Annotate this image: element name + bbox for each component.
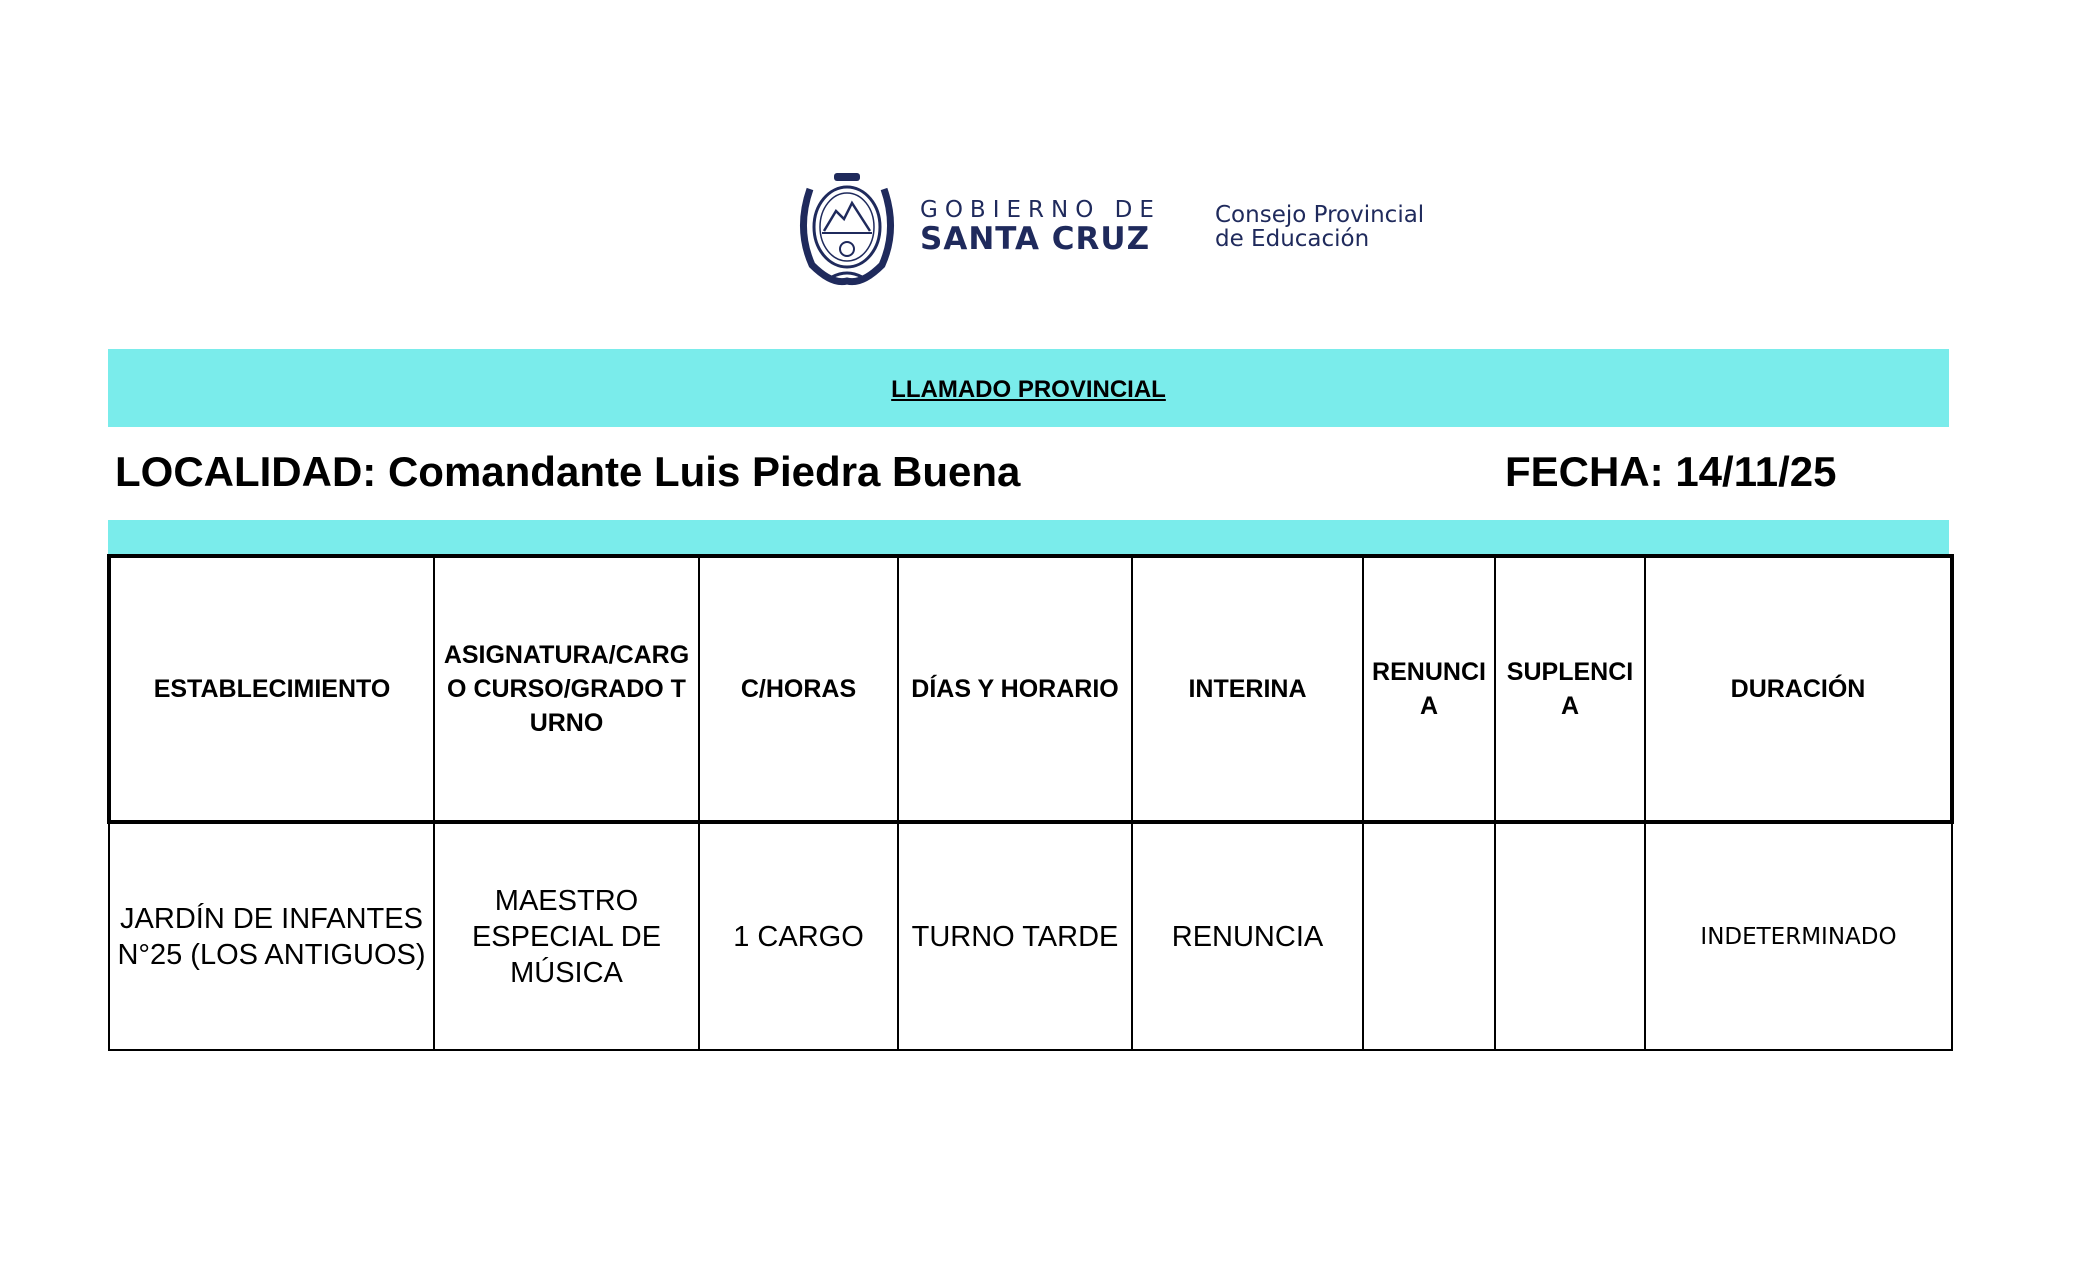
table-row <box>109 822 1952 1050</box>
header-interina: INTERINA <box>1132 556 1363 822</box>
cell-duracion: INDETERMINADO <box>1645 822 1952 1050</box>
cell-interina: RENUNCIA <box>1132 822 1363 1050</box>
council-name <box>1215 203 1424 251</box>
header-renuncia: RENUNCIA <box>1363 556 1495 822</box>
header-establecimiento: ESTABLECIMIENTO <box>109 556 434 822</box>
cell-establecimiento: JARDÍN DE INFANTES N°25 (LOS ANTIGUOS) <box>109 822 434 1050</box>
government-line1: GOBIERNO DE <box>920 197 1161 223</box>
fecha-label: FECHA: 14/11/25 <box>1505 448 1837 495</box>
header-horas: C/HORAS <box>699 556 898 822</box>
header-logo <box>780 165 1780 295</box>
cell-renuncia <box>1363 822 1495 1050</box>
divider-band <box>108 520 1949 554</box>
cell-suplencia <box>1495 822 1645 1050</box>
header-asignatura: ASIGNATURA/CARGO CURSO/GRADO TURNO <box>434 556 699 822</box>
localidad-label: LOCALIDAD: Comandante Luis Piedra Buena <box>115 448 1021 495</box>
header-duracion: DURACIÓN <box>1645 556 1952 822</box>
table-header-row <box>109 556 1952 822</box>
santa-cruz-coat-of-arms-icon <box>792 169 902 287</box>
government-line2: SANTA CRUZ <box>920 221 1151 257</box>
cell-horas: 1 CARGO <box>699 822 898 1050</box>
council-line1: Consejo Provincial <box>1215 202 1425 228</box>
cell-dias: TURNO TARDE <box>898 822 1132 1050</box>
vacancy-table <box>107 554 1954 1051</box>
banner <box>108 349 1949 427</box>
header-dias: DÍAS Y HORARIO <box>898 556 1132 822</box>
council-line2: de Educación <box>1215 226 1370 252</box>
cell-asignatura: MAESTRO ESPECIAL DE MÚSICA <box>434 822 699 1050</box>
header-suplencia: SUPLENCIA <box>1495 556 1645 822</box>
banner-title: LLAMADO PROVINCIAL <box>891 376 1166 403</box>
